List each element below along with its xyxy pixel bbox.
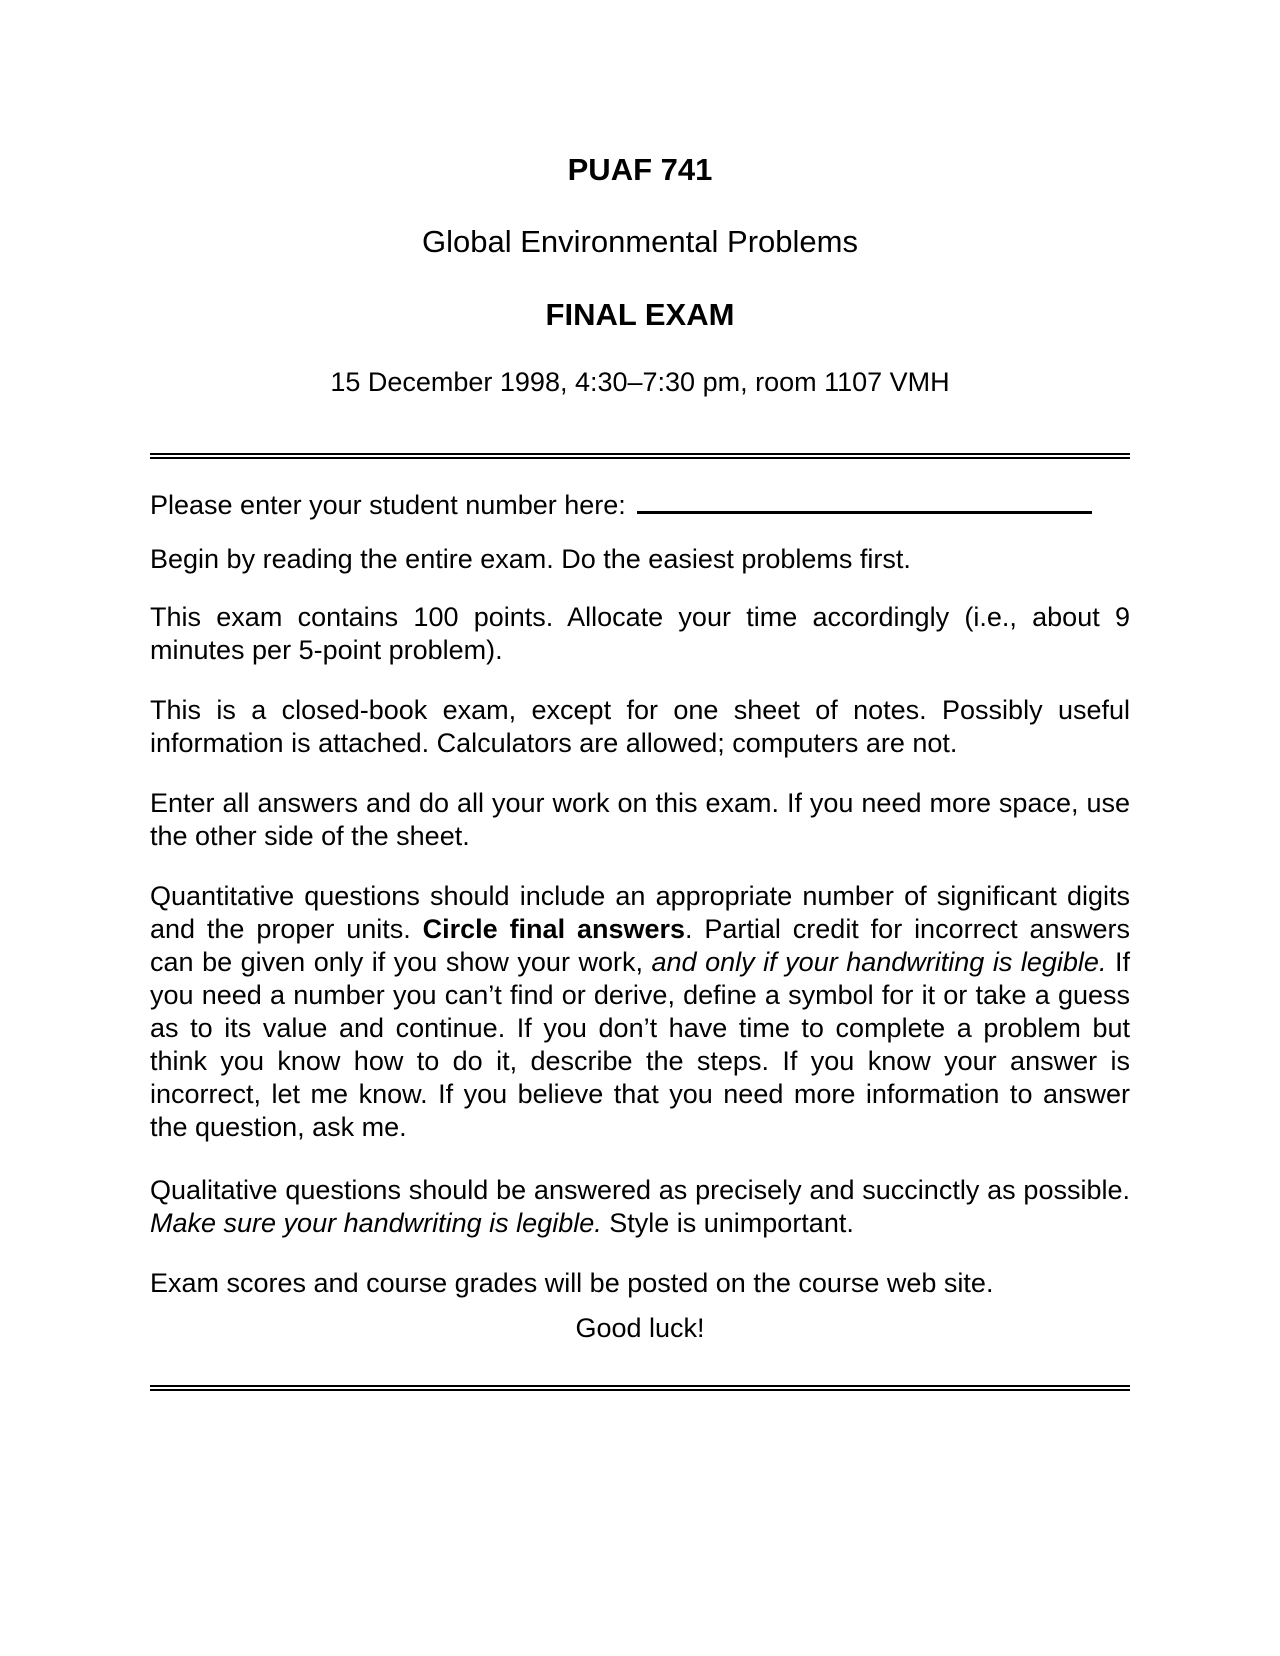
closing-good-luck: Good luck! (575, 1313, 705, 1343)
exam-date-location: 15 December 1998, 4:30–7:30 pm, room 1107 VMH (330, 367, 950, 397)
instruction-enter-answers: Enter all answers and do all your work on this exam. If you need more space, use the other side of the sheet. (150, 788, 1130, 851)
quantitative-text-2: . Partial credit for incorrect answers can be given only if you show your work, (150, 914, 1131, 977)
quantitative-text-3: If you need a number you can’t find or derive, define a symbol for it or take a guess as to its value and continue. If you don’t have time to complete a problem but think you know how to do it, describe the steps. If you know your answer is incorrect, let me know. If you believe that you need more information to answer the question, ask me. (150, 947, 1130, 1142)
instruction-scores: Exam scores and course grades will be posted on the course web site. (150, 1268, 994, 1298)
bottom-double-rule (150, 1385, 1130, 1391)
qualitative-text-1: Qualitative questions should be answered as precisely and succinctly as possible. (150, 1175, 1130, 1205)
instruction-qualitative (150, 1174, 1130, 1240)
exam-title: FINAL EXAM (545, 297, 735, 332)
student-number-line (150, 484, 1130, 522)
circle-final-answers-emphasis: Circle final answers (422, 914, 686, 944)
handwriting-legible-emphasis: Make sure your handwriting is legible. (150, 1208, 602, 1238)
instruction-closed-book: This is a closed-book exam, except for one sheet of notes. Possibly useful information is attached. Calculators are allowed; computers are not. (150, 695, 1130, 758)
course-code: PUAF 741 (567, 152, 713, 187)
legible-handwriting-emphasis: and only if your handwriting is legible. (651, 947, 1107, 977)
instruction-quantitative (150, 880, 1130, 1144)
instruction-begin: Begin by reading the entire exam. Do the easiest problems first. (150, 544, 911, 574)
instruction-points: This exam contains 100 points. Allocate your time accordingly (i.e., about 9 minutes per 5-point problem). (150, 602, 1130, 665)
student-number-blank[interactable] (637, 484, 1092, 514)
course-name: Global Environmental Problems (422, 224, 858, 259)
top-double-rule (150, 453, 1130, 459)
qualitative-text-2: Style is unimportant. (601, 1208, 854, 1238)
quantitative-text-1: Quantitative questions should include an appropriate number of significant digits and the proper units. (150, 881, 1130, 944)
student-number-label: Please enter your student number here: (150, 490, 626, 520)
